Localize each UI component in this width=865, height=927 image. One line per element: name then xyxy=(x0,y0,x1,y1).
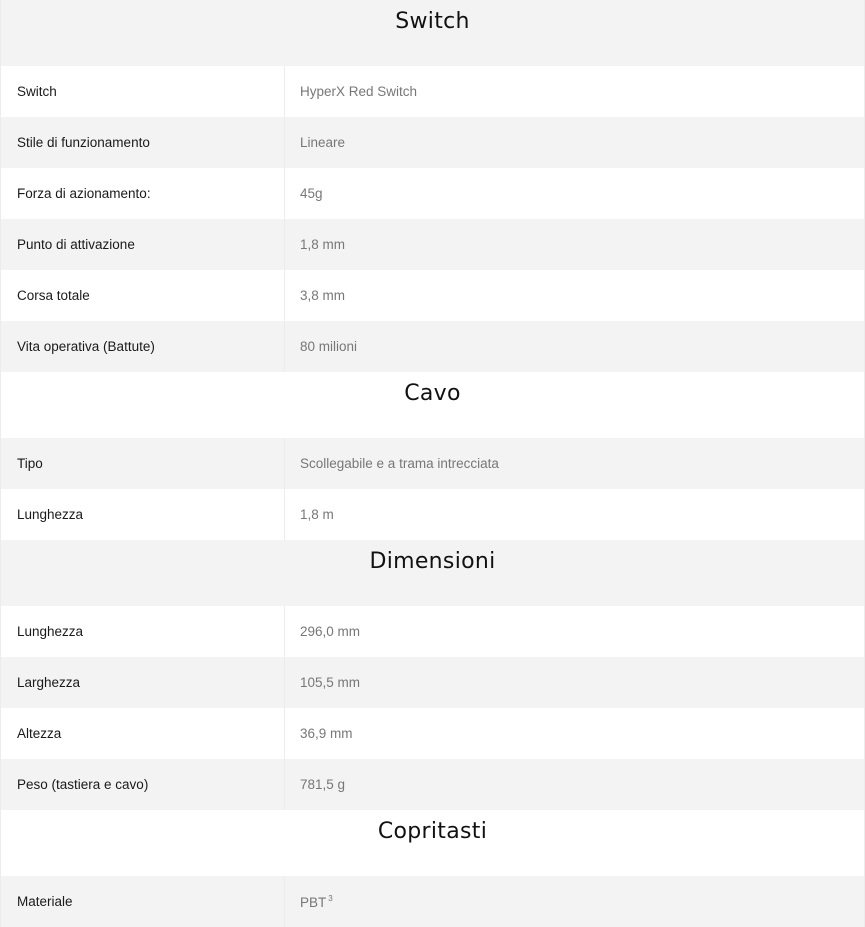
spec-row xyxy=(1,438,864,489)
spec-value: 36,9 mm xyxy=(300,726,353,741)
spec-value: PBT xyxy=(300,894,327,910)
spec-value: 105,5 mm xyxy=(300,675,361,690)
spec-value-cell xyxy=(285,675,360,690)
spec-label: Lunghezza xyxy=(1,489,285,540)
section-header xyxy=(1,540,864,606)
spec-value: 3,8 mm xyxy=(300,288,346,303)
spec-label: Peso (tastiera e cavo) xyxy=(1,759,285,810)
section-header xyxy=(1,810,864,876)
spec-value-cell xyxy=(285,288,345,303)
spec-label: Punto di attivazione xyxy=(1,219,285,270)
spec-row xyxy=(1,606,864,657)
spec-value-cell xyxy=(285,84,417,99)
spec-value: 1,8 m xyxy=(300,507,334,522)
spec-row xyxy=(1,489,864,540)
section-header xyxy=(1,372,864,438)
section-title: Copritasti xyxy=(377,819,488,844)
spec-row xyxy=(1,66,864,117)
spec-row xyxy=(1,708,864,759)
spec-value: 1,8 mm xyxy=(300,237,346,252)
spec-row xyxy=(1,321,864,372)
spec-label: Forza di azionamento: xyxy=(1,168,285,219)
spec-label: Switch xyxy=(1,66,285,117)
spec-label: Lunghezza xyxy=(1,606,285,657)
spec-label: Altezza xyxy=(1,708,285,759)
spec-row xyxy=(1,168,864,219)
spec-value-cell xyxy=(285,186,323,201)
spec-label: Stile di funzionamento xyxy=(1,117,285,168)
spec-row xyxy=(1,876,864,927)
spec-value: 296,0 mm xyxy=(300,624,361,639)
spec-label: Corsa totale xyxy=(1,270,285,321)
spec-value: HyperX Red Switch xyxy=(300,84,418,99)
spec-value-cell xyxy=(285,726,353,741)
spec-value-cell xyxy=(285,624,360,639)
spec-value-cell xyxy=(285,135,345,150)
section-title: Dimensioni xyxy=(369,549,496,574)
spec-value: 80 milioni xyxy=(300,339,358,354)
section-title: Cavo xyxy=(404,381,461,406)
spec-row xyxy=(1,219,864,270)
spec-row xyxy=(1,117,864,168)
spec-row xyxy=(1,759,864,810)
spec-value-cell xyxy=(285,894,333,910)
spec-value: 45g xyxy=(300,186,323,201)
spec-value-cell xyxy=(285,237,345,252)
spec-value: Scollegabile e a trama intrecciata xyxy=(300,456,499,471)
spec-label: Materiale xyxy=(1,876,285,927)
spec-label: Larghezza xyxy=(1,657,285,708)
spec-label: Tipo xyxy=(1,438,285,489)
spec-value-cell xyxy=(285,456,499,471)
spec-value-cell xyxy=(285,777,345,792)
spec-value: Lineare xyxy=(300,135,346,150)
spec-label: Vita operativa (Battute) xyxy=(1,321,285,372)
spec-value: 781,5 g xyxy=(300,777,346,792)
footnote-marker: 3 xyxy=(328,893,333,903)
spec-value-cell xyxy=(285,339,357,354)
spec-value-cell xyxy=(285,507,334,522)
spec-row xyxy=(1,270,864,321)
spec-row xyxy=(1,657,864,708)
section-header xyxy=(1,0,864,66)
section-title: Switch xyxy=(395,9,470,34)
